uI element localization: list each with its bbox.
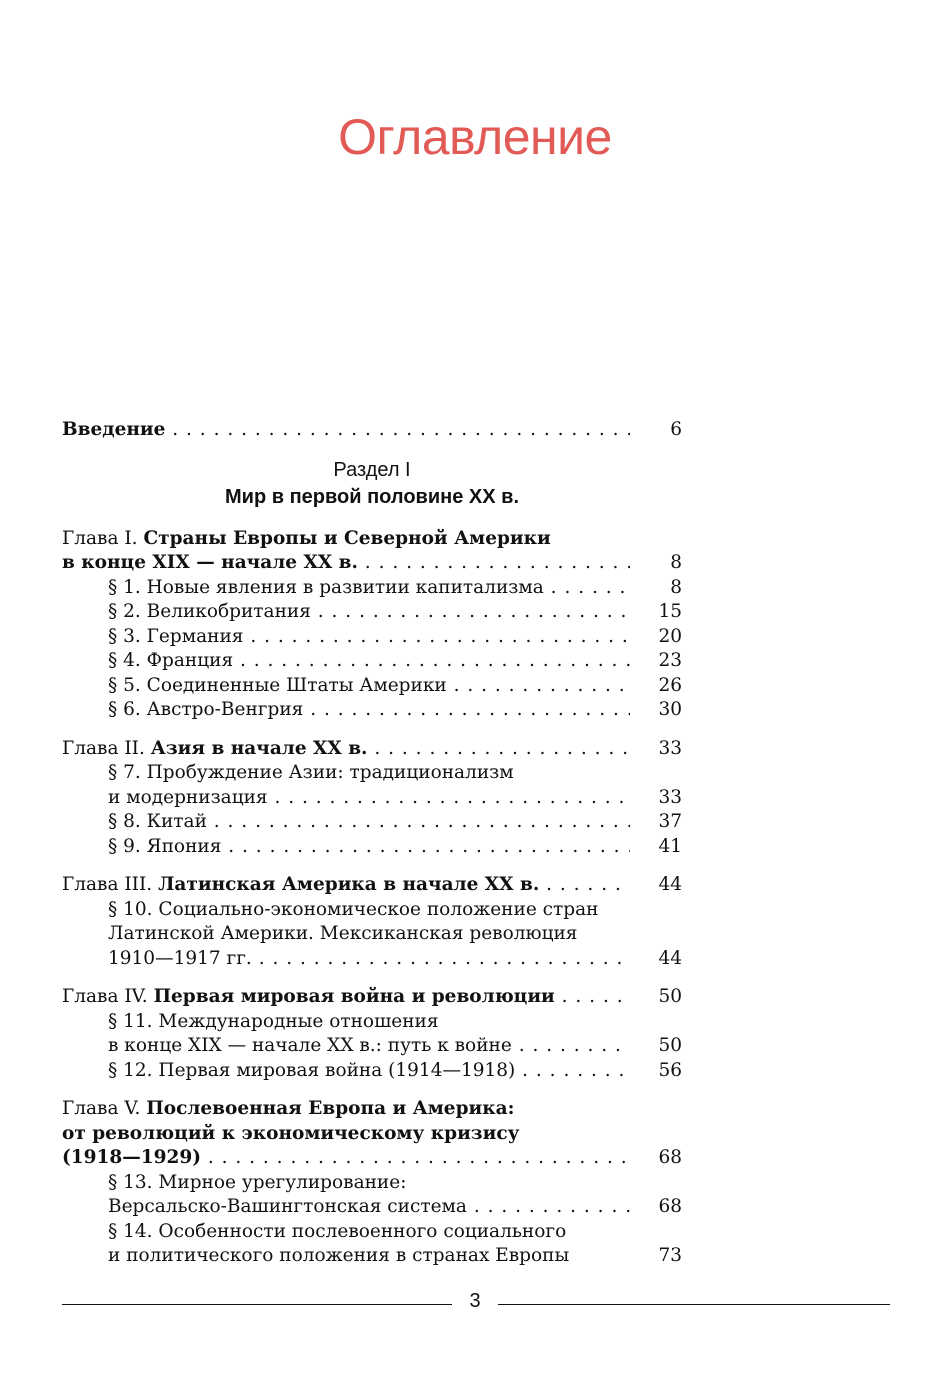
toc-item-label: § 7. Пробуждение Азии: традиционализм	[108, 762, 514, 783]
toc-item-label: § 10. Социально-экономическое положение стран	[108, 898, 599, 920]
chapter-prefix: Глава V.	[62, 1098, 141, 1119]
toc-page-number: 50	[642, 985, 682, 1010]
toc-item-label: § 8. Китай	[108, 811, 207, 832]
section-label: Раздел I	[333, 458, 411, 481]
toc-chapter[interactable]	[62, 1146, 682, 1171]
chapter-title: в конце XIX — начале XX в.	[62, 552, 358, 573]
toc-item[interactable]	[62, 600, 682, 625]
chapter-prefix: Глава III.	[62, 874, 153, 895]
toc-item[interactable]	[62, 674, 682, 699]
toc-page-number: 6	[642, 418, 682, 443]
toc-item[interactable]	[62, 1244, 682, 1269]
chapter-title: Латинская Америка в начале XX в.	[158, 874, 540, 895]
toc-intro[interactable]	[62, 418, 682, 443]
chapter-title: Послевоенная Европа и Америка:	[146, 1098, 515, 1119]
toc-item[interactable]	[62, 576, 682, 601]
toc-item-label: § 5. Соединенные Штаты Америки	[108, 674, 447, 696]
toc-chapter[interactable]	[62, 551, 682, 576]
toc-item[interactable]	[62, 786, 682, 811]
toc-page-number: 68	[642, 1146, 682, 1171]
section-title: Мир в первой половине XX в.	[225, 485, 519, 508]
toc-item-line	[62, 1220, 682, 1245]
toc-item-line	[62, 1010, 682, 1035]
toc-item-label: § 6. Австро-Венгрия	[108, 699, 304, 720]
toc-chapter[interactable]	[62, 737, 682, 762]
toc-item-label: и политического положения в странах Европы	[108, 1245, 570, 1266]
page-title: Оглавление	[338, 109, 612, 165]
toc-chapter-heading	[62, 1097, 682, 1122]
toc-chapter-heading	[62, 527, 682, 552]
toc-page-number: 73	[642, 1244, 682, 1269]
toc-item-line	[62, 922, 682, 947]
toc-page-number: 8	[642, 576, 682, 601]
toc-item[interactable]	[62, 649, 682, 674]
toc-page-number: 44	[642, 947, 682, 972]
chapter-title: Первая мировая война и революции	[153, 986, 555, 1007]
toc-item[interactable]	[62, 1034, 682, 1059]
toc-item-line	[62, 761, 682, 786]
toc-intro-label: Введение	[62, 419, 166, 440]
chapter-prefix: Глава IV.	[62, 986, 148, 1007]
toc-item-label: § 9. Япония	[108, 835, 222, 857]
chapter-title: от революций к экономическому кризису	[62, 1122, 520, 1144]
toc-item-label: Латинской Америки. Мексиканская революция	[108, 923, 578, 944]
toc-page-number: 56	[642, 1059, 682, 1084]
toc-item-label: Версальско-Вашингтонская система	[108, 1196, 467, 1217]
toc-chapter-heading	[62, 1122, 682, 1147]
toc-page-number: 33	[642, 786, 682, 811]
toc-item-label: в конце XIX — начале XX в.: путь к войне	[108, 1035, 512, 1056]
toc-page-number: 50	[642, 1034, 682, 1059]
toc-page-number: 15	[642, 600, 682, 625]
toc-item-label: § 1. Новые явления в развитии капитализма	[108, 576, 544, 598]
page-number: 3	[469, 1290, 481, 1312]
toc-page-number: 20	[642, 625, 682, 650]
section-heading	[62, 457, 682, 511]
table-of-contents	[62, 418, 682, 1269]
chapter-title: (1918—1929)	[62, 1147, 201, 1168]
toc-item-label: § 2. Великобритания	[108, 601, 311, 622]
toc-page-number: 68	[642, 1195, 682, 1220]
toc-item-label: § 13. Мирное урегулирование:	[108, 1171, 407, 1193]
toc-chapter[interactable]	[62, 985, 682, 1010]
toc-item-label: § 11. Международные отношения	[108, 1010, 439, 1032]
toc-page-number: 8	[642, 551, 682, 576]
toc-chapter[interactable]	[62, 873, 682, 898]
toc-page-number: 23	[642, 649, 682, 674]
toc-item-label: § 4. Франция	[108, 650, 234, 671]
toc-page-number: 30	[642, 698, 682, 723]
toc-item-label: § 14. Особенности послевоенного социального	[108, 1220, 567, 1242]
toc-item[interactable]	[62, 835, 682, 860]
toc-page-number: 37	[642, 810, 682, 835]
chapter-title: Азия в начале XX в.	[150, 737, 368, 759]
toc-item[interactable]	[62, 947, 682, 972]
toc-item-line	[62, 898, 682, 923]
toc-page-number: 44	[642, 873, 682, 898]
toc-item-label: и модернизация	[108, 786, 268, 808]
chapter-title: Страны Европы и Северной Америки	[143, 527, 551, 549]
toc-page-number: 33	[642, 737, 682, 762]
toc-item-label: § 12. Первая мировая война (1914—1918)	[108, 1059, 516, 1081]
toc-item-label: § 3. Германия	[108, 625, 244, 647]
chapter-prefix: Глава II.	[62, 737, 145, 759]
toc-item[interactable]	[62, 810, 682, 835]
toc-item[interactable]	[62, 1195, 682, 1220]
toc-item-line	[62, 1171, 682, 1196]
toc-item[interactable]	[62, 1059, 682, 1084]
toc-item[interactable]	[62, 625, 682, 650]
toc-page-number: 26	[642, 674, 682, 699]
toc-item[interactable]	[62, 698, 682, 723]
footer-rule-left	[62, 1304, 452, 1305]
footer-rule-right	[498, 1304, 890, 1305]
toc-page-number: 41	[642, 835, 682, 860]
chapter-prefix: Глава I.	[62, 527, 138, 549]
toc-item-label: 1910—1917 гг.	[108, 947, 252, 969]
